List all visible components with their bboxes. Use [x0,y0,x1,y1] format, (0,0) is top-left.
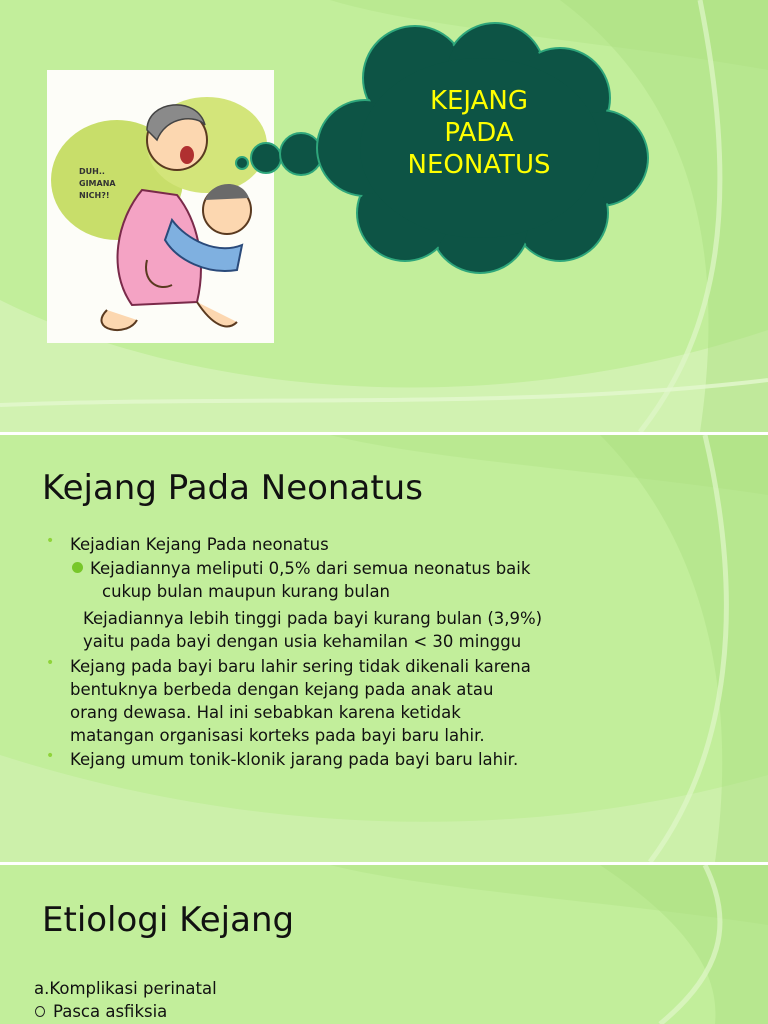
slide-2 [0,435,768,862]
bullet-line-1: Kejang pada bayi baru lahir sering tidak dikenali karena [70,657,531,676]
thought-bubble-medium [251,143,281,173]
bullet-text: Kejadian Kejang Pada neonatus [70,535,329,554]
etiology-sub-text: Pasca asfiksia [53,1002,168,1021]
cloud-title-line-1: KEJANG [429,86,529,116]
bullet-line-3: orang dewasa. Hal ini sebabkan karena ketidak [70,703,461,722]
slide-3 [0,865,768,1024]
circle-bullet-icon [35,1006,45,1017]
slide-title: Kejang Pada Neonatus [42,468,423,508]
plain-paragraph [44,607,644,653]
thought-bubble-large [280,133,322,175]
sub-bullet-line-1: Kejadiannya meliputi 0,5% dari semua neonatus baik [90,559,531,578]
sub-bullet-icon [72,562,83,573]
image-caption-line2: GIMANA [79,179,116,188]
bullet-item [44,748,644,771]
etiology-list [34,977,217,1023]
cloud-title [352,85,606,181]
thought-bubble-small [236,157,248,169]
bullet-line-4: matangan organisasi korteks pada bayi baru lahir. [70,726,485,745]
slide-1 [0,0,768,432]
etiology-item-a: a.Komplikasi perinatal [34,979,217,998]
sub-bullet-line-2: cukup bulan maupun kurang bulan [102,582,391,601]
bullet-list [44,533,644,772]
bullet-text: Kejang umum tonik-klonik jarang pada bayi baru lahir. [70,750,519,769]
sub-bullet-item [44,557,644,603]
bullet-item [44,533,644,556]
etiology-sub-item [34,1000,217,1023]
bullet-icon: • [46,655,55,671]
bullet-icon: • [46,748,55,764]
plain-line-1: Kejadiannya lebih tinggi pada bayi kurang bulan (3,9%) [83,609,543,628]
bullet-line-2: bentuknya berbeda dengan kejang pada anak atau [70,680,494,699]
cloud-title-line-3: NEONATUS [407,150,551,180]
bullet-icon: • [46,533,55,549]
plain-line-2: yaitu pada bayi dengan usia kehamilan < 30 minggu [83,632,522,651]
image-caption-line1: DUH.. [79,167,105,176]
slide-title: Etiologi Kejang [42,900,295,940]
bullet-item [44,655,644,747]
image-caption-line3: NICH?! [79,191,110,200]
cloud-title-line-2: PADA [444,118,514,148]
